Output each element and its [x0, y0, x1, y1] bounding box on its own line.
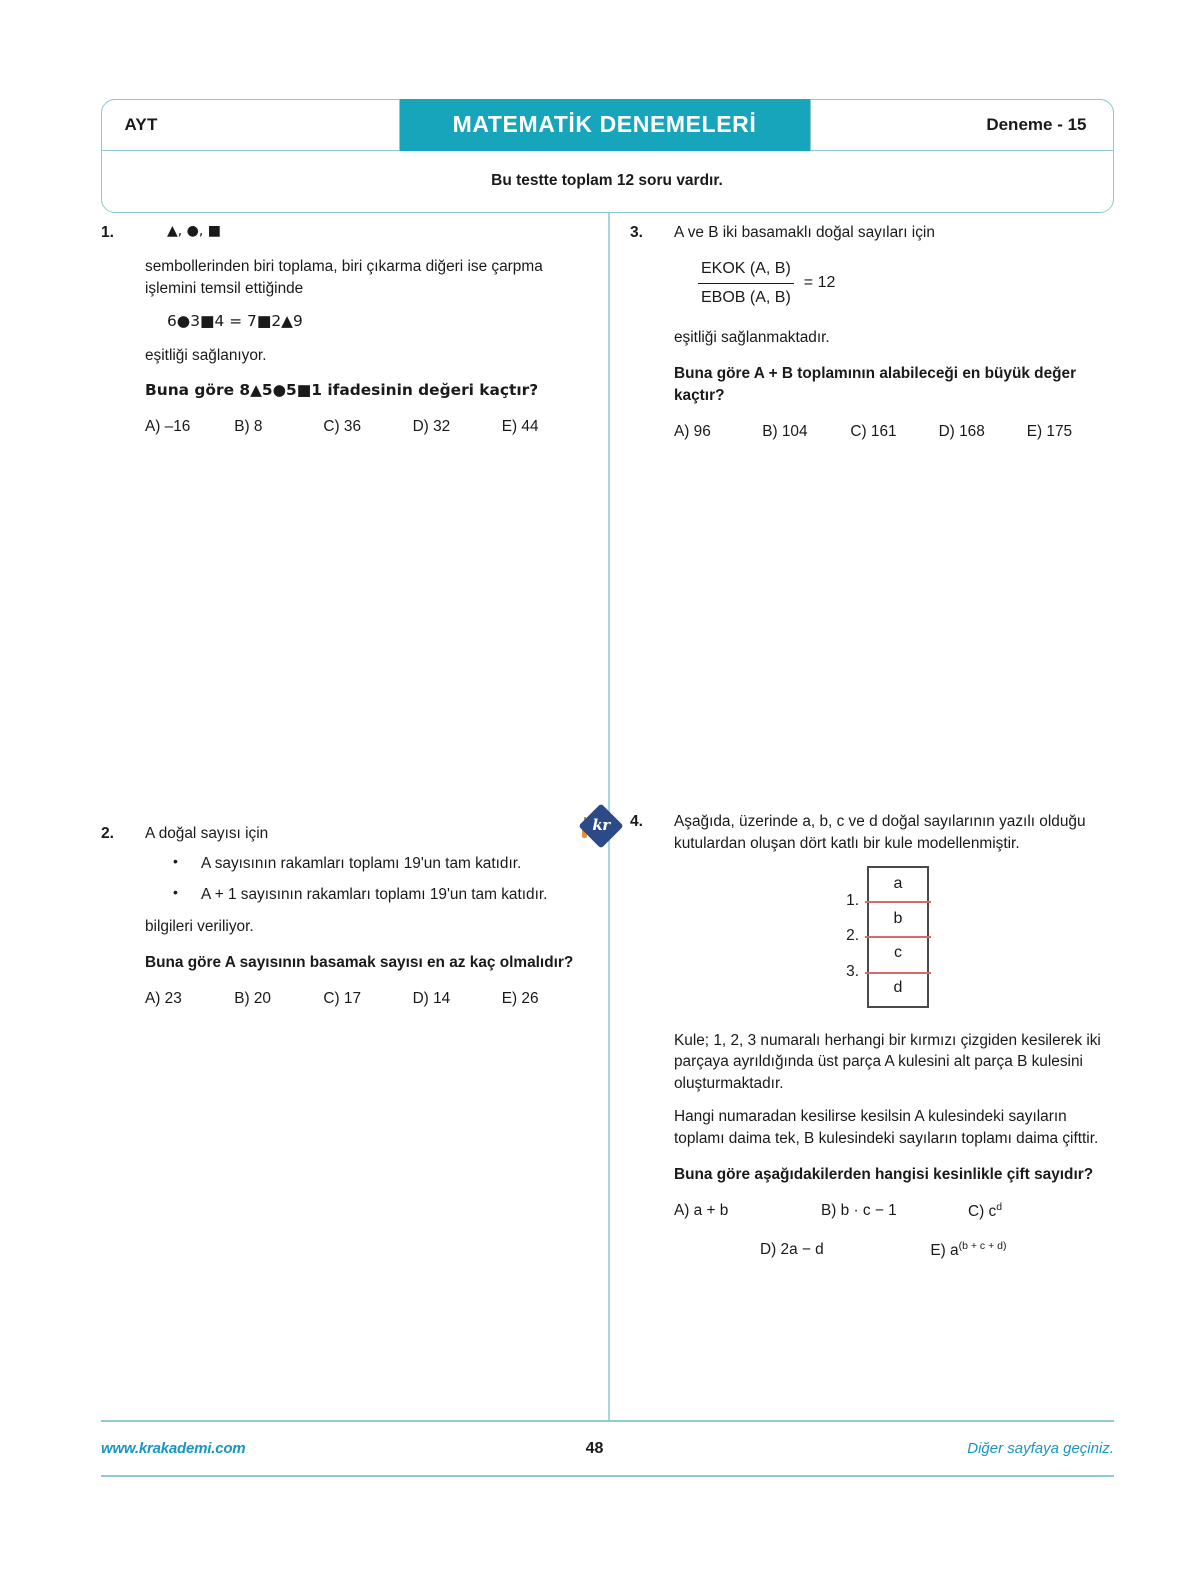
list-item: • A sayısının rakamları toplamı 19'un tam katıdır.	[145, 853, 591, 875]
question-2-bullets	[145, 853, 591, 906]
question-1-line1: sembollerinden biri toplama, biri çıkarma diğeri ise çarpma işlemini temsil ettiğinde	[145, 257, 543, 297]
option-e-exponent: (b + c + d)	[958, 1239, 1007, 1252]
option-c[interactable]	[968, 1200, 1115, 1223]
option-b[interactable]: B) 8	[234, 418, 263, 436]
page-number: 48	[585, 1439, 604, 1457]
question-2-body	[145, 823, 591, 1009]
question-3-body	[674, 222, 1115, 443]
cut-line-1	[865, 901, 931, 903]
option-d[interactable]: D) 2a − d	[760, 1240, 824, 1258]
fraction-numerator: EKOK (A, B)	[701, 259, 791, 277]
question-2-prompt: Buna göre A sayısının basamak sayısı en az kaç olmalıdır?	[145, 953, 574, 971]
header-row	[101, 99, 1114, 151]
exam-tag-box	[101, 99, 400, 151]
brand-badge-icon	[578, 803, 624, 849]
left-column	[101, 222, 591, 1009]
option-c[interactable]: C) 161	[850, 422, 897, 440]
cut-label-3: 3.	[846, 962, 859, 980]
cut-line-3	[865, 972, 931, 974]
question-3-line2: eşitliği sağlanmaktadır.	[674, 329, 830, 347]
option-c[interactable]: C) 36	[323, 418, 362, 436]
option-a[interactable]: A) 96	[674, 422, 711, 440]
question-2	[101, 823, 591, 1009]
option-d[interactable]: D) 168	[938, 422, 985, 440]
question-4-prompt: Buna göre aşağıdakilerden hangisi kesinlikle çift sayıdır?	[674, 1165, 1094, 1183]
question-2-line1: A doğal sayısı için	[145, 825, 269, 843]
question-4-line1: Aşağıda, üzerinde a, b, c ve d doğal sayılarının yazılı olduğu kutulardan oluşan dört katlı bir kule modellenmiştir.	[674, 812, 1086, 852]
tower-cell: b	[893, 909, 903, 927]
question-3-fraction	[674, 258, 1115, 309]
question-1-prompt: Buna göre 8▲5●5■1 ifadesinin değeri kaçtır?	[145, 381, 539, 400]
list-item: • A + 1 sayısının rakamları toplamı 19'un tam katıdır.	[145, 884, 591, 906]
cut-label-1: 1.	[846, 891, 859, 909]
option-d[interactable]: D) 14	[412, 989, 451, 1007]
option-b[interactable]: B) 104	[762, 422, 808, 440]
page-footer	[101, 1422, 1114, 1475]
cut-line-2	[865, 936, 931, 938]
option-d[interactable]: D) 32	[412, 418, 451, 436]
right-column	[592, 222, 1115, 1262]
exam-tag-label: AYT	[124, 114, 158, 134]
option-c-base: C) c	[967, 1202, 997, 1220]
next-page-note: Diğer sayfaya geçiniz.	[967, 1440, 1114, 1457]
page-header	[101, 99, 1114, 213]
fraction-denominator: EBOB (A, B)	[698, 283, 794, 310]
question-1	[101, 222, 591, 438]
question-3-number: 3.	[630, 224, 644, 241]
question-4-line3: Hangi numaradan kesilirse kesilsin A kulesindeki sayıların toplamı daima tek, B kulesindeki sayıların toplamı daima çifttir.	[674, 1108, 1099, 1148]
option-e[interactable]: E) 26	[501, 989, 539, 1007]
question-1-options	[145, 416, 591, 438]
exam-title-box	[400, 99, 810, 151]
option-e-base: E) a	[930, 1241, 959, 1259]
option-c[interactable]: C) 17	[323, 989, 362, 1007]
option-a[interactable]: A) a + b	[674, 1201, 729, 1219]
question-3-line1: A ve B iki basamaklı doğal sayıları için	[674, 224, 935, 241]
question-2-number: 2.	[101, 825, 115, 843]
option-b[interactable]: B) b · c − 1	[820, 1201, 897, 1219]
test-note	[102, 151, 1112, 210]
question-1-body	[145, 222, 591, 438]
option-a[interactable]: A) –16	[145, 418, 191, 436]
question-2-line2: bilgileri veriliyor.	[145, 917, 254, 935]
question-4	[592, 811, 1115, 1262]
question-4-body	[674, 811, 1115, 1262]
question-1-symbols: ▲, ●, ■	[167, 223, 222, 239]
question-3-prompt: Buna göre A + B toplamının alabileceği en büyük değer kaçtır?	[674, 365, 1077, 405]
tower-cell: a	[893, 875, 903, 893]
tower-cell: c	[894, 944, 902, 962]
option-a[interactable]: A) 23	[145, 989, 182, 1007]
option-e[interactable]: E) 175	[1026, 422, 1073, 440]
option-e[interactable]: E) 44	[501, 418, 539, 436]
tower-diagram	[674, 866, 1115, 1018]
page-title: MATEMATİK DENEMELERİ	[452, 111, 757, 137]
test-note-label: Bu testte toplam 12 soru vardır.	[491, 171, 723, 189]
website-link[interactable]: www.krakademi.com	[101, 1440, 246, 1457]
cut-label-2: 2.	[846, 926, 859, 944]
question-1-equation: 6●3■4 = 7■2▲9	[167, 311, 303, 330]
option-e[interactable]	[930, 1239, 1100, 1262]
question-4-line2: Kule; 1, 2, 3 numaralı herhangi bir kırmızı çizgiden kesilerek iki parçaya ayrıldığında üst parça A kulesini alt parça B kulesini oluşturmaktadır.	[674, 1031, 1101, 1093]
question-1-line2: eşitliği sağlanıyor.	[145, 346, 267, 364]
footer-rule-bottom	[101, 1475, 1114, 1477]
trial-number-label: Deneme - 15	[986, 114, 1087, 134]
question-4-options-row-2	[674, 1239, 1115, 1262]
question-3-options	[674, 421, 1115, 443]
option-c-exponent: d	[996, 1200, 1003, 1213]
question-4-number: 4.	[630, 812, 644, 830]
option-b[interactable]: B) 20	[234, 989, 271, 1007]
fraction	[698, 258, 794, 309]
tower-cell: d	[893, 978, 903, 996]
badge-initials: kr	[592, 816, 610, 835]
question-3	[630, 222, 1115, 443]
trial-number-box	[810, 99, 1114, 151]
fraction-equals: = 12	[803, 274, 836, 292]
question-4-options-row-1	[674, 1200, 1115, 1223]
question-2-options	[145, 988, 591, 1010]
question-1-number: 1.	[101, 224, 115, 241]
